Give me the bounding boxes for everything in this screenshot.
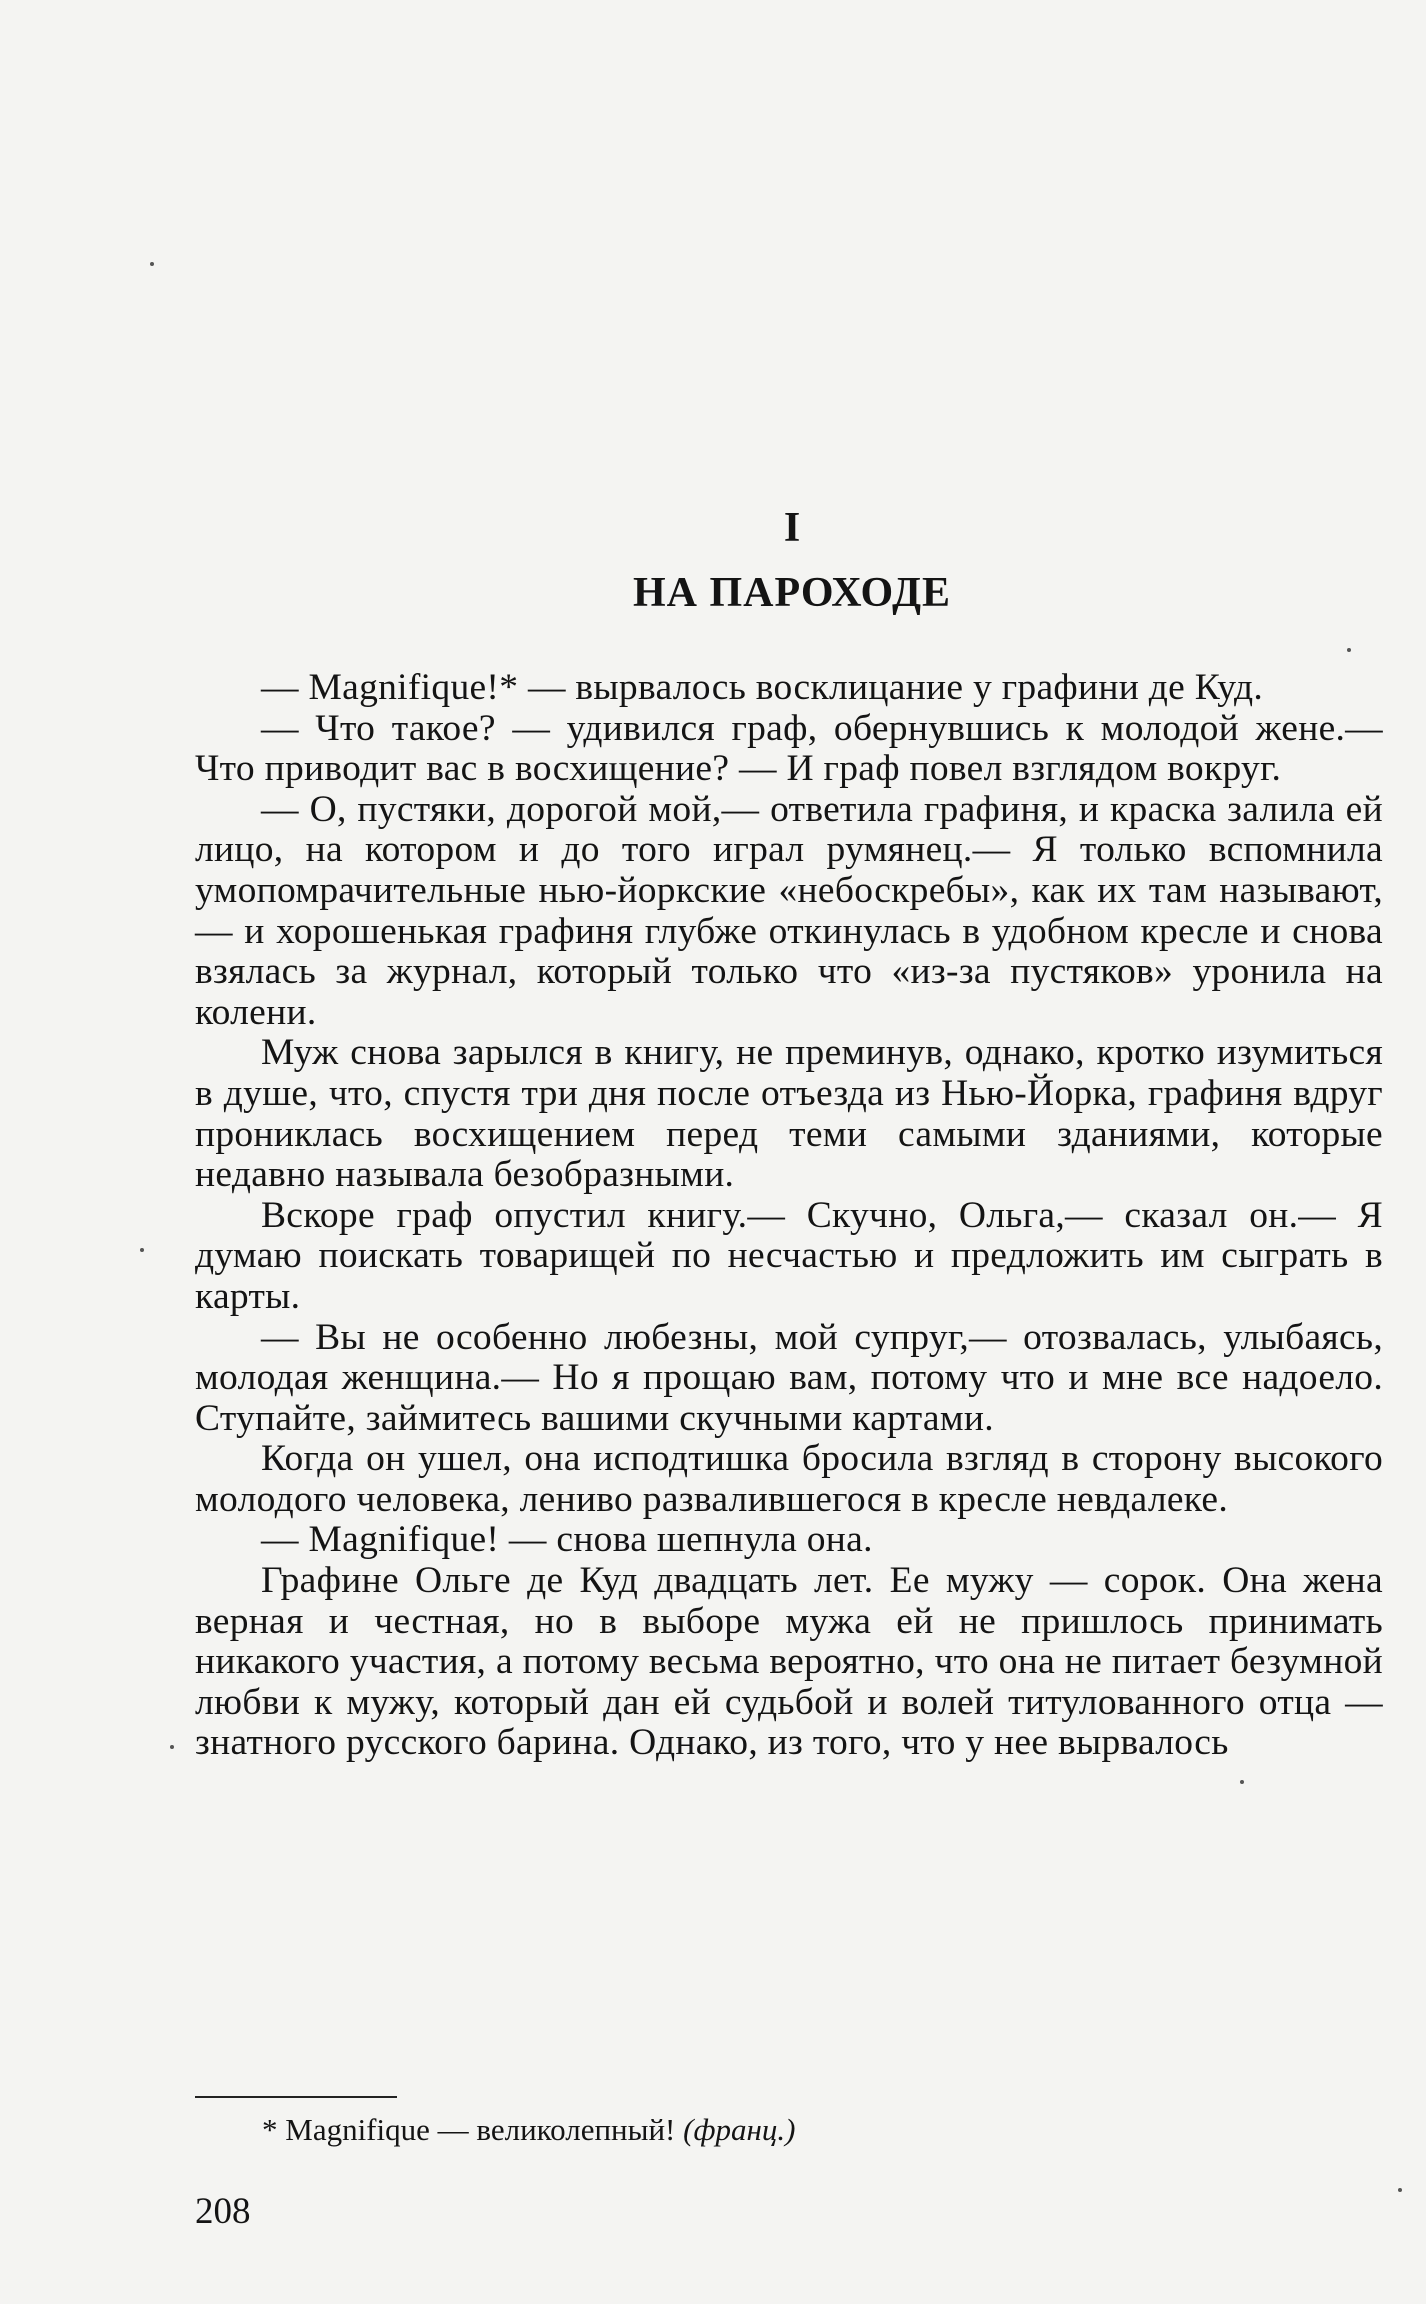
- paragraph: — Magnifique!* — вырвалось восклицание у графини де Куд.: [261, 667, 1264, 708]
- footnote-divider: [195, 2096, 397, 2098]
- body-text: [195, 668, 1383, 1764]
- page-number: 208: [195, 2191, 251, 2232]
- paragraph: — Magnifique! — снова шепнула она.: [261, 1519, 873, 1561]
- paragraph: Муж снова зарылся в книгу, не преминув, однако, кротко изумиться в душе, что, спустя три дня после отъезда из Нью-Йорка, графиня вдруг прониклась восхищением перед теми самыми зданиями, которые недавно называла безобразными.: [195, 1032, 1383, 1196]
- scan-speck: [140, 1248, 144, 1252]
- chapter-number: I: [783, 505, 801, 551]
- paragraph: — Вы не особенно любезны, мой супруг,— отозвалась, улыбаясь, молодая женщина.— Но я прощаю вам, потому что и мне все надоело. Ступайте, займитесь вашими скучными картами.: [195, 1316, 1383, 1439]
- paragraph: Вскоре граф опустил книгу.— Скучно, Ольга,— сказал он.— Я думаю поискать товарищей по несчастью и предложить им сыграть в карты.: [195, 1194, 1383, 1317]
- scan-speck: [1398, 2188, 1402, 2192]
- scan-speck: [1240, 1780, 1244, 1784]
- footnote-text: * Magnifique — великолепный!: [262, 2112, 684, 2147]
- chapter-title: НА ПАРОХОДЕ: [633, 570, 951, 616]
- footnote: [262, 2111, 795, 2149]
- paragraph: — О, пустяки, дорогой мой,— ответила графиня, и краска залила ей лицо, на котором и до того играл румянец.— Я только вспомнила умопомрачительные нью-йоркские «небоскребы», как их там называют,— и хорошенькая графиня глубже откинулась в удобном кресле и снова взялась за журнал, который только что «из-за пустяков» уронила на колени.: [195, 788, 1383, 1033]
- paragraph: Графине Ольге де Куд двадцать лет. Ее мужу — сорок. Она жена верная и честная, но в выборе мужа ей не пришлось принимать никакого участия, а потому весьма вероятно, что она не питает безумной любви к мужу, который дан ей судьбой и волей титулованного отца — знатного русского барина. Однако, из того, что у нее вырвалось: [195, 1560, 1383, 1764]
- paragraph: Когда он ушел, она исподтишка бросила взгляд в сторону высокого молодого человека, лениво развалившегося в кресле невдалеке.: [195, 1438, 1383, 1520]
- scan-speck: [150, 262, 154, 266]
- scan-speck: [1347, 648, 1351, 652]
- scan-speck: [170, 1745, 174, 1749]
- footnote-language-note: (франц.): [683, 2112, 796, 2147]
- paragraph: — Что такое? — удивился граф, обернувшись к молодой жене.— Что приводит вас в восхищение? — И граф повел взглядом вокруг.: [195, 707, 1383, 790]
